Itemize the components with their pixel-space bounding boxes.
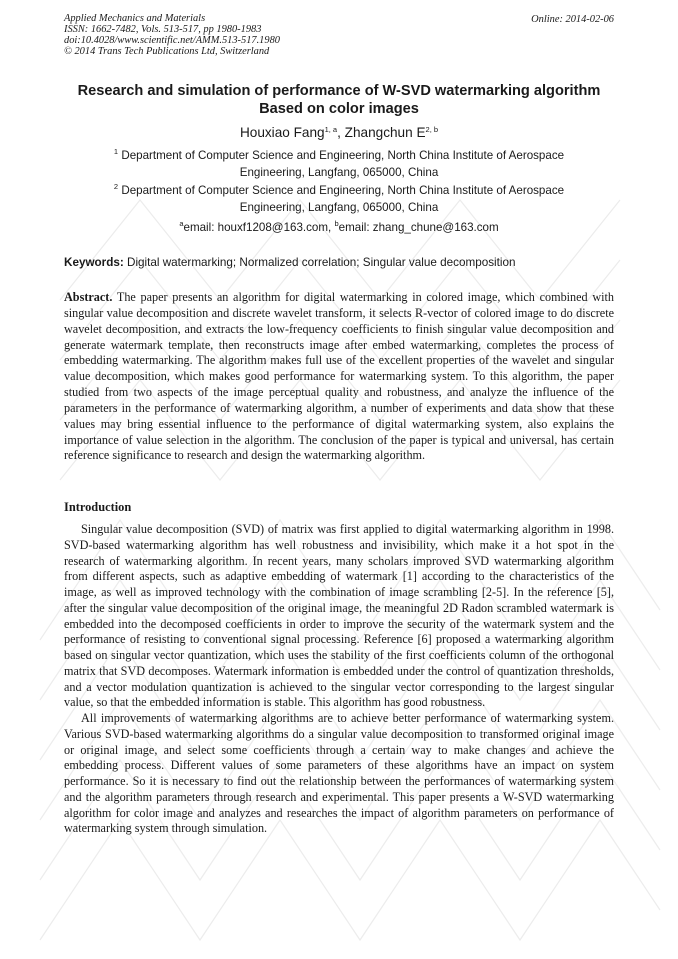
online-date: Online: 2014-02-06	[531, 14, 614, 25]
affiliation-1-text: Department of Computer Science and Engineering, North China Institute of Aerospace Engineering, Langfang, 065000, China	[121, 149, 565, 179]
introduction-heading: Introduction	[64, 500, 132, 514]
affiliation-2-mark: 2	[113, 182, 119, 191]
introduction-paragraph-2: All improvements of watermarking algorithms are to achieve better performance of watermarking system. Various SVD-based watermarking algorithms do a singular value decomposition to transformed original image or original image, and select some coefficients through a certain way to make changes and achieve the embedding process. Different values of some parameters of these algorithms have an impact on system performance. So it is necessary to find out the relationship between the performances of watermarking system and the algorithm parameters through research and experimental. This paper presents a W-SVD watermarking algorithm for color image and analyzes and researches the impact of algorithm parameters on performance of watermarking system through simulation.	[64, 711, 614, 836]
keywords-line	[64, 255, 614, 271]
affiliation-1-mark: 1	[113, 147, 119, 156]
keywords-label: Keywords:	[64, 256, 124, 269]
journal-name: Applied Mechanics and Materials	[64, 13, 206, 24]
abstract-paragraph	[64, 290, 614, 464]
author-1-affiliation-mark: 1, a	[324, 125, 338, 134]
author-2: Zhangchun E	[344, 125, 426, 140]
email-b: email: zhang_chune@163.com	[338, 221, 499, 234]
paper-title: Research and simulation of performance of W-SVD watermarking algorithm Based on color images	[77, 83, 601, 117]
keywords-text: Digital watermarking; Normalized correlation; Singular value decomposition	[123, 256, 516, 269]
introduction-paragraph-1: Singular value decomposition (SVD) of matrix was first applied to digital watermarking algorithm in 1998. SVD-based watermarking algorithm has well robustness and invisibility, which make it a hot spot in the research of watermarking algorithm. In recent years, many scholars improved SVD watermarking algorithm from different aspects, such as adaptive embedding of watermark [1] according to the characteristics of the image, as well as improved technology with the combination of image scrambling [2-5]. In the reference [5], after the singular value decomposition of the original image, the meaningful 2D Radon scrambled watermark is embedded into the decomposed coefficients in order to improve the security of the watermark system and the performance of resisting to conventional signal processing. Reference [6] proposed a watermarking algorithm based on singular vector quantization, which uses the stability of the first coefficients column of the orthogonal matrix that SVD decomposes. Watermark information is embedded under the control of quantization thresholds, and a vector modulation quantization is achieved to the singular vector corresponding to the largest singular value, so that the embedded information is stable. This algorithm has good robustness.	[64, 522, 614, 710]
issn-line: ISSN: 1662-7482, Vols. 513-517, pp 1980-1983	[64, 23, 262, 35]
author-2-affiliation-mark: 2, b	[425, 125, 439, 134]
abstract-text: The paper presents an algorithm for digital watermarking in colored image, which combined with singular value decomposition and discrete wavelet transform, it selects R-vector of colored image to do discrete wavelet decomposition, and extracts the low-frequency coefficients to finish singular value decomposition and generate watermark template, then reconstructs image after embed watermarking, completes the process of embedding watermarking. The algorithm makes full use of the excellent properties of the wavelet and singular value decomposition, which makes good performance for watermarking system. To this algorithm, the paper studied from two aspects of the image perceptual quality and robustness, and analyze the influence of the parameters in the performance of watermarking algorithm, a number of experiments and data show that these values may bring essential influence to the performance of digital watermarking system, also explains the importance of value selection in the algorithm. The conclusion of the paper is typical and universal, has certain reference significance to research and design the watermarking algorithm.	[64, 290, 614, 463]
affiliation-2-text: Department of Computer Science and Engineering, North China Institute of Aerospace Engineering, Langfang, 065000, China	[121, 184, 565, 214]
email-a: email: houxf1208@163.com,	[183, 221, 335, 234]
affiliation-1	[84, 147, 594, 181]
copyright-line: © 2014 Trans Tech Publications Ltd, Switzerland	[64, 45, 270, 57]
journal-header	[64, 14, 280, 58]
email-b-mark: b	[334, 219, 339, 228]
author-separator: ,	[337, 125, 345, 140]
author-emails	[64, 219, 614, 236]
abstract-label: Abstract.	[64, 290, 113, 304]
email-a-mark: a	[179, 219, 184, 228]
affiliation-2	[84, 182, 594, 216]
author-1: Houxiao Fang	[239, 125, 325, 140]
introduction-body	[64, 522, 614, 837]
doi-line: doi:10.4028/www.scientific.net/AMM.513-517.1980	[64, 34, 280, 46]
author-list	[64, 124, 614, 141]
